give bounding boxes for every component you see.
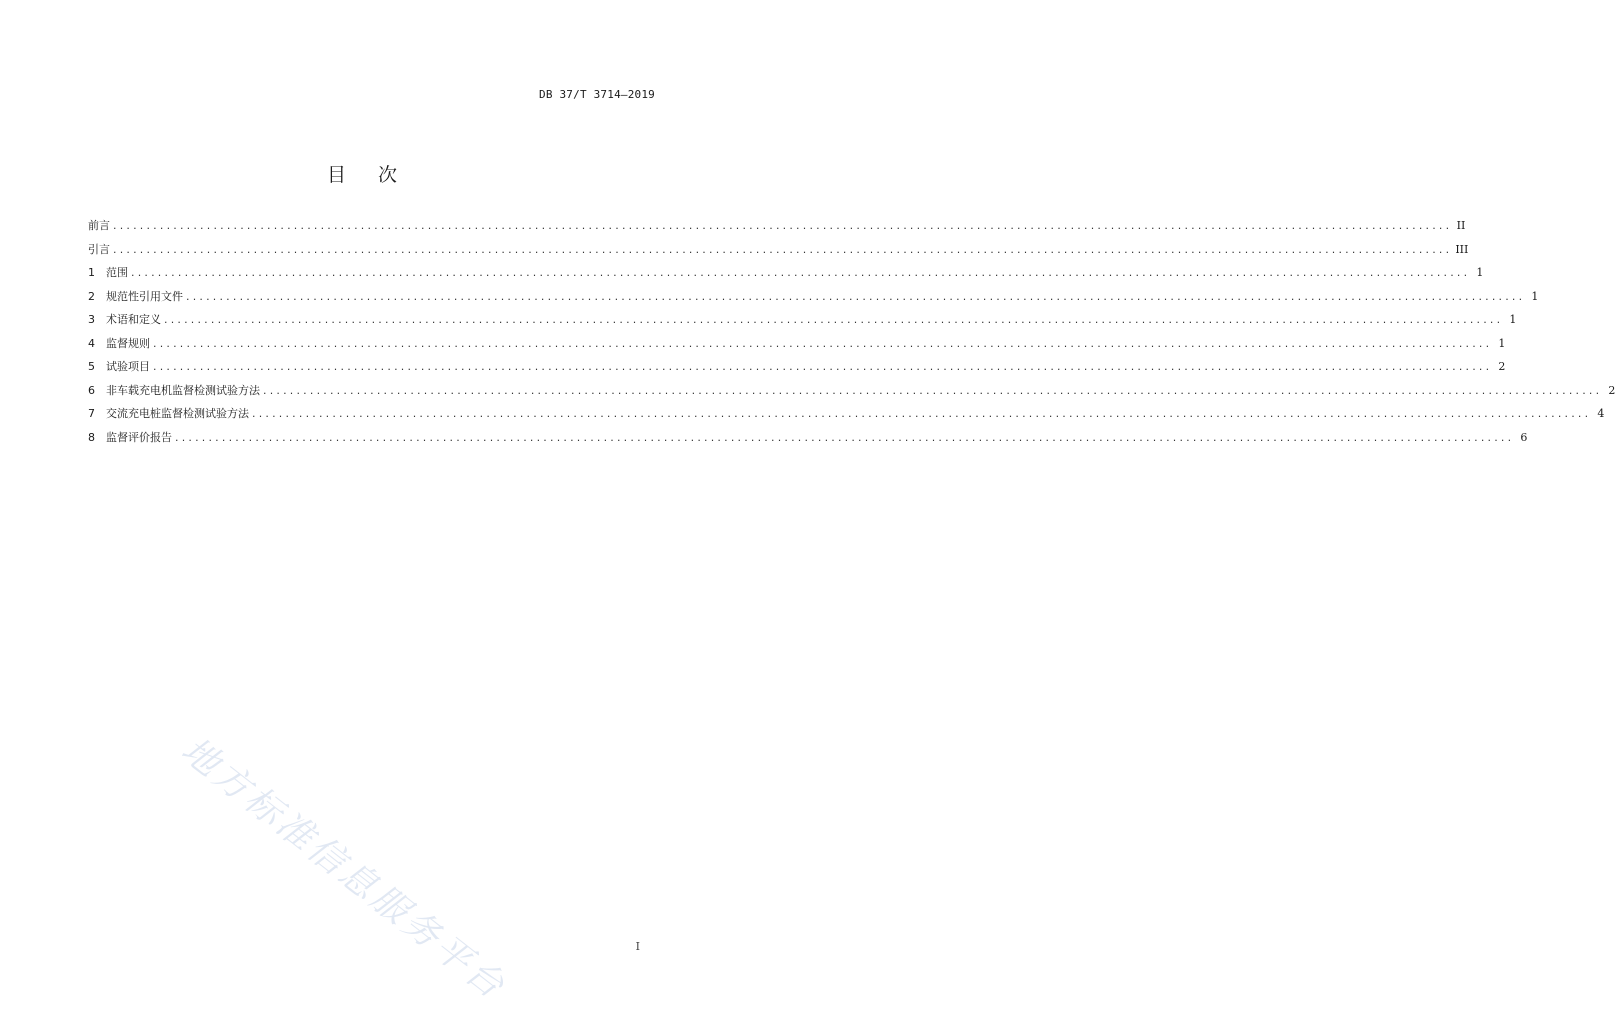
- toc-entry-number: 2: [88, 289, 95, 303]
- toc-entry-number: 8: [88, 430, 95, 444]
- toc-entry-label: 试验项目: [106, 360, 150, 373]
- toc-entry-number: 4: [88, 336, 95, 350]
- toc-entry-number: 7: [88, 407, 95, 420]
- toc-entry-label: 监督规则: [106, 336, 150, 350]
- toc-leader-dots: ........................................................................................................................................................................................................: [153, 360, 1493, 373]
- toc-entry-label: 规范性引用文件: [106, 289, 183, 303]
- toc-entry-supervision-rules[interactable]: [88, 335, 1506, 359]
- toc-entry-label: 范围: [106, 266, 128, 279]
- toc-title: 目次: [326, 164, 429, 186]
- page-number: I: [635, 940, 640, 953]
- toc-entry-page: 6: [1520, 430, 1528, 444]
- toc-entry-page: 1: [1476, 266, 1484, 279]
- toc-entry-offboard-charger-test[interactable]: [88, 382, 1615, 406]
- toc-leader-dots: ........................................................................................................................................................................................................: [252, 407, 1592, 420]
- toc-leader-dots: ........................................................................................................................................................................................................: [113, 219, 1453, 232]
- table-of-contents: [88, 217, 1615, 452]
- toc-entry-number: 1: [88, 266, 95, 279]
- toc-entry-label: 非车载充电机监督检测试验方法: [106, 383, 260, 397]
- toc-entry-ac-charging-pile-test[interactable]: [88, 405, 1605, 429]
- toc-entry-label: 交流充电桩监督检测试验方法: [106, 407, 249, 420]
- toc-entry-normative-references[interactable]: [88, 288, 1539, 312]
- toc-entry-page: 2: [1498, 360, 1506, 373]
- toc-entry-label: 监督评价报告: [106, 430, 172, 444]
- toc-leader-dots: ........................................................................................................................................................................................................: [164, 313, 1504, 326]
- toc-entry-scope[interactable]: [88, 264, 1484, 288]
- toc-leader-dots: ........................................................................................................................................................................................................: [153, 336, 1493, 350]
- toc-leader-dots: ........................................................................................................................................................................................................: [263, 383, 1603, 397]
- toc-leader-dots: ........................................................................................................................................................................................................: [113, 242, 1453, 256]
- toc-entry-page: II: [1456, 219, 1466, 232]
- document-code: DB 37/T 3714—2019: [539, 88, 655, 101]
- toc-entry-label: 术语和定义: [106, 313, 161, 326]
- toc-entry-label: 引言: [88, 242, 110, 256]
- toc-leader-dots: ........................................................................................................................................................................................................: [186, 289, 1526, 303]
- toc-leader-dots: ........................................................................................................................................................................................................: [131, 266, 1471, 279]
- toc-entry-number: 3: [88, 313, 95, 326]
- toc-entry-page: 1: [1531, 289, 1539, 303]
- toc-entry-test-items[interactable]: [88, 358, 1506, 382]
- watermark: 地方标准信息服务平台: [173, 729, 514, 1009]
- toc-entry-terms-definitions[interactable]: [88, 311, 1517, 335]
- toc-entry-page: 4: [1597, 407, 1605, 420]
- toc-entry-label: 前言: [88, 219, 110, 232]
- toc-entry-page: 1: [1509, 313, 1517, 326]
- toc-entry-page: III: [1455, 242, 1469, 256]
- toc-entry-page: 1: [1498, 336, 1506, 350]
- toc-entry-number: 6: [88, 383, 95, 397]
- toc-entry-number: 5: [88, 360, 95, 373]
- toc-entry-preface[interactable]: [88, 217, 1466, 241]
- toc-entry-introduction[interactable]: [88, 241, 1469, 265]
- toc-entry-evaluation-report[interactable]: [88, 429, 1528, 453]
- toc-leader-dots: ........................................................................................................................................................................................................: [175, 430, 1515, 444]
- toc-entry-page: 2: [1608, 383, 1615, 397]
